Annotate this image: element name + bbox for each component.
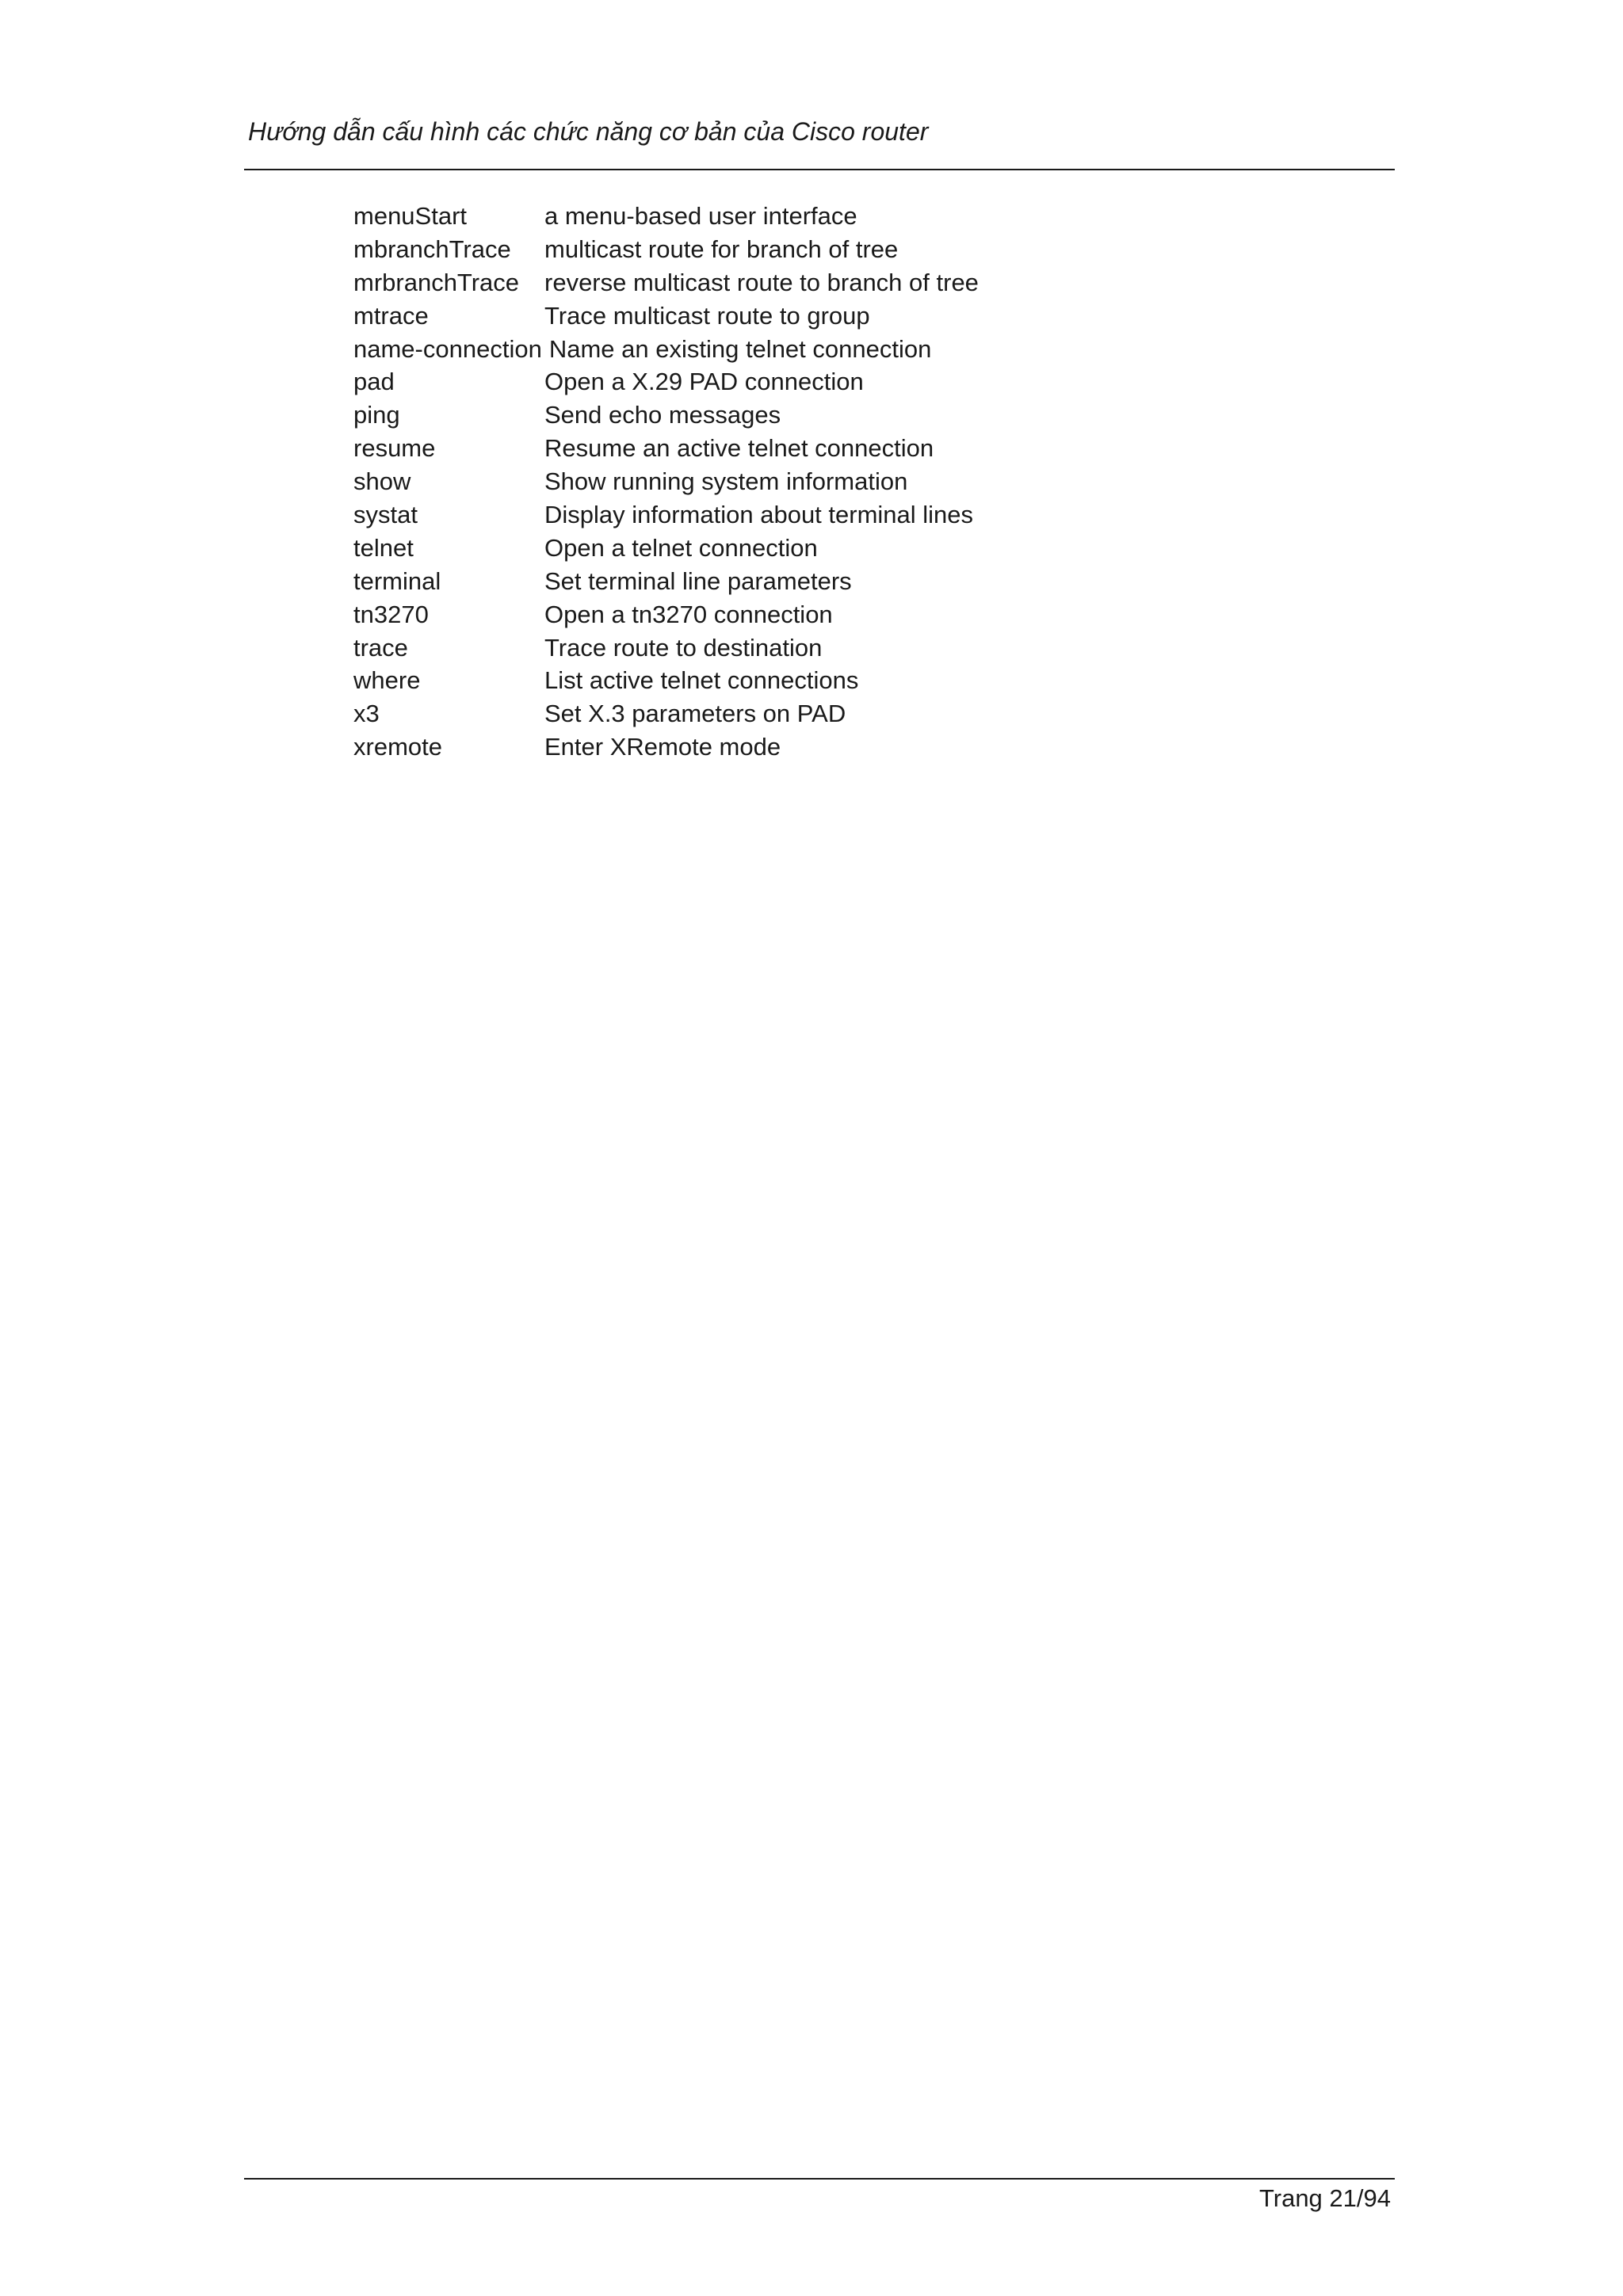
page-number: Trang 21/94 bbox=[1258, 2184, 1391, 2212]
command-name: show bbox=[353, 467, 411, 496]
command-name: pad bbox=[353, 368, 395, 396]
command-description: List active telnet connections bbox=[544, 666, 859, 695]
command-row bbox=[353, 565, 931, 598]
command-row bbox=[353, 200, 931, 233]
command-row bbox=[353, 532, 931, 565]
command-name: mrbranchTrace bbox=[353, 268, 520, 296]
command-description: Send echo messages bbox=[544, 401, 781, 429]
document-header-title: Hướng dẫn cấu hình các chức năng cơ bản của Cisco router bbox=[248, 117, 929, 146]
command-row bbox=[353, 365, 931, 399]
command-name: trace bbox=[353, 633, 408, 662]
command-description: Enter XRemote mode bbox=[544, 733, 781, 761]
command-row bbox=[353, 333, 931, 366]
command-name: mbranchTrace bbox=[353, 235, 511, 263]
command-name: resume bbox=[353, 434, 436, 463]
footer-divider bbox=[244, 2178, 1395, 2180]
command-row bbox=[353, 664, 931, 697]
command-row bbox=[353, 266, 979, 299]
command-row bbox=[353, 233, 931, 266]
command-row bbox=[353, 465, 931, 498]
command-description: Display information about terminal lines bbox=[544, 501, 974, 529]
command-description: Open a X.29 PAD connection bbox=[544, 368, 864, 396]
command-name: x3 bbox=[353, 700, 380, 728]
command-name: mtrace bbox=[353, 301, 429, 330]
command-name: tn3270 bbox=[353, 600, 429, 628]
command-description: Trace route to destination bbox=[544, 633, 823, 662]
command-description: multicast route for branch of tree bbox=[544, 235, 899, 263]
command-description: Name an existing telnet connection bbox=[548, 334, 932, 363]
command-row bbox=[353, 631, 931, 665]
command-row bbox=[353, 498, 974, 532]
command-description: Set X.3 parameters on PAD bbox=[544, 700, 846, 728]
command-name: name-connection bbox=[353, 334, 542, 363]
command-description: Open a telnet connection bbox=[544, 533, 818, 562]
command-name: where bbox=[353, 666, 421, 695]
command-row bbox=[353, 299, 931, 333]
command-row bbox=[353, 730, 931, 764]
command-description: Show running system information bbox=[544, 467, 908, 496]
command-description: Trace multicast route to group bbox=[544, 301, 870, 330]
command-description: Open a tn3270 connection bbox=[544, 600, 833, 628]
command-list bbox=[353, 200, 979, 764]
command-description: reverse multicast route to branch of tree bbox=[544, 268, 979, 296]
command-row bbox=[353, 697, 931, 730]
command-name: telnet bbox=[353, 533, 414, 562]
command-row bbox=[353, 399, 931, 432]
command-row bbox=[353, 598, 931, 631]
command-name: terminal bbox=[353, 566, 441, 595]
header-divider bbox=[244, 169, 1395, 170]
command-description: a menu-based user interface bbox=[544, 202, 857, 230]
command-row bbox=[353, 432, 934, 465]
command-name: systat bbox=[353, 501, 418, 529]
command-name: xremote bbox=[353, 733, 442, 761]
command-description: Set terminal line parameters bbox=[544, 566, 852, 595]
command-description: Resume an active telnet connection bbox=[544, 434, 934, 463]
command-name: menuStart bbox=[353, 202, 468, 230]
command-name: ping bbox=[353, 401, 400, 429]
